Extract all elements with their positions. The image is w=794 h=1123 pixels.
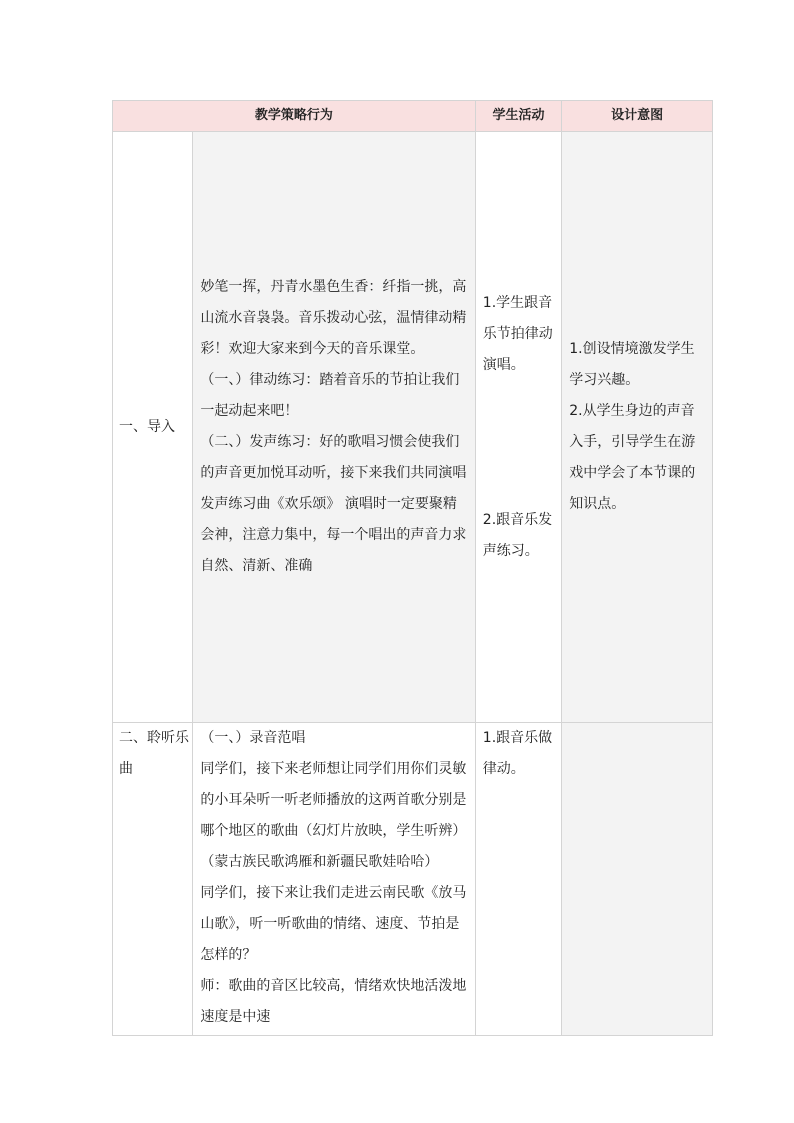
header-student-activity: 学生活动 (475, 101, 561, 132)
header-design-intent: 设计意图 (562, 101, 713, 132)
stage-label: 一、导入 (119, 418, 175, 435)
strategy-text: 妙笔一挥，丹青水墨色生香：纤指一挑，高山流水音袅袅。音乐拨动心弦，温情律动精彩！欢迎大家来到今天的音乐课堂。 (200, 279, 467, 357)
student-activity-text: 2.跟音乐发声练习。 (482, 511, 553, 559)
strategy-text: 同学们，接下来让我们走进云南民歌《放马山歌》，听一听歌曲的情绪、速度、节拍是怎样的？ (200, 885, 467, 963)
strategy-text: 师：歌曲的音区比较高，情绪欢快地活泼地速度是中速 (200, 978, 467, 1025)
design-intent-cell (562, 723, 713, 1036)
design-intent-cell (562, 132, 713, 723)
student-activity-text: 1.跟音乐做律动。 (482, 730, 553, 777)
strategy-cell (193, 723, 475, 1036)
stage-cell (113, 723, 193, 1036)
strategy-text: 同学们，接下来老师想让同学们用你们灵敏的小耳朵听一听老师播放的这两首歌分别是哪个地区的歌曲（幻灯片放映，学生听辨） (200, 761, 467, 839)
strategy-text: （一、）律动练习：踏着音乐的节拍让我们一起动起来吧！ (200, 372, 460, 419)
table-row (113, 132, 713, 723)
student-activity-cell (475, 132, 561, 723)
spacer (483, 381, 557, 505)
table-row (113, 723, 713, 1036)
strategy-text: （一、）录音范唱 (200, 730, 306, 746)
table-header-row (113, 101, 713, 132)
student-activity-cell (475, 723, 561, 1036)
stage-cell (113, 132, 193, 723)
student-activity-text: 1.学生跟音乐节拍律动演唱。 (482, 294, 553, 373)
design-intent-text: 1.创设情境激发学生学习兴趣。 (569, 341, 695, 388)
stage-label: 二、聆听乐曲 (119, 730, 189, 777)
lesson-plan-table (112, 100, 713, 1036)
design-intent-text: 2.从学生身边的声音入手，引导学生在游戏中学会了本节课的知识点。 (569, 403, 696, 512)
strategy-text: （二、）发声练习：好的歌唱习惯会使我们的声音更加悦耳动听，接下来我们共同演唱发声练习曲《欢乐颂》 演唱时一定要聚精会神，注意力集中，每一个唱出的声音力求自然、清新、准确 (200, 434, 467, 574)
strategy-text: （蒙古族民歌鸿雁和新疆民歌娃哈哈） (200, 854, 439, 870)
strategy-cell (193, 132, 475, 723)
header-blank (113, 101, 476, 132)
header-strategy: 教学策略行为 (254, 108, 333, 123)
